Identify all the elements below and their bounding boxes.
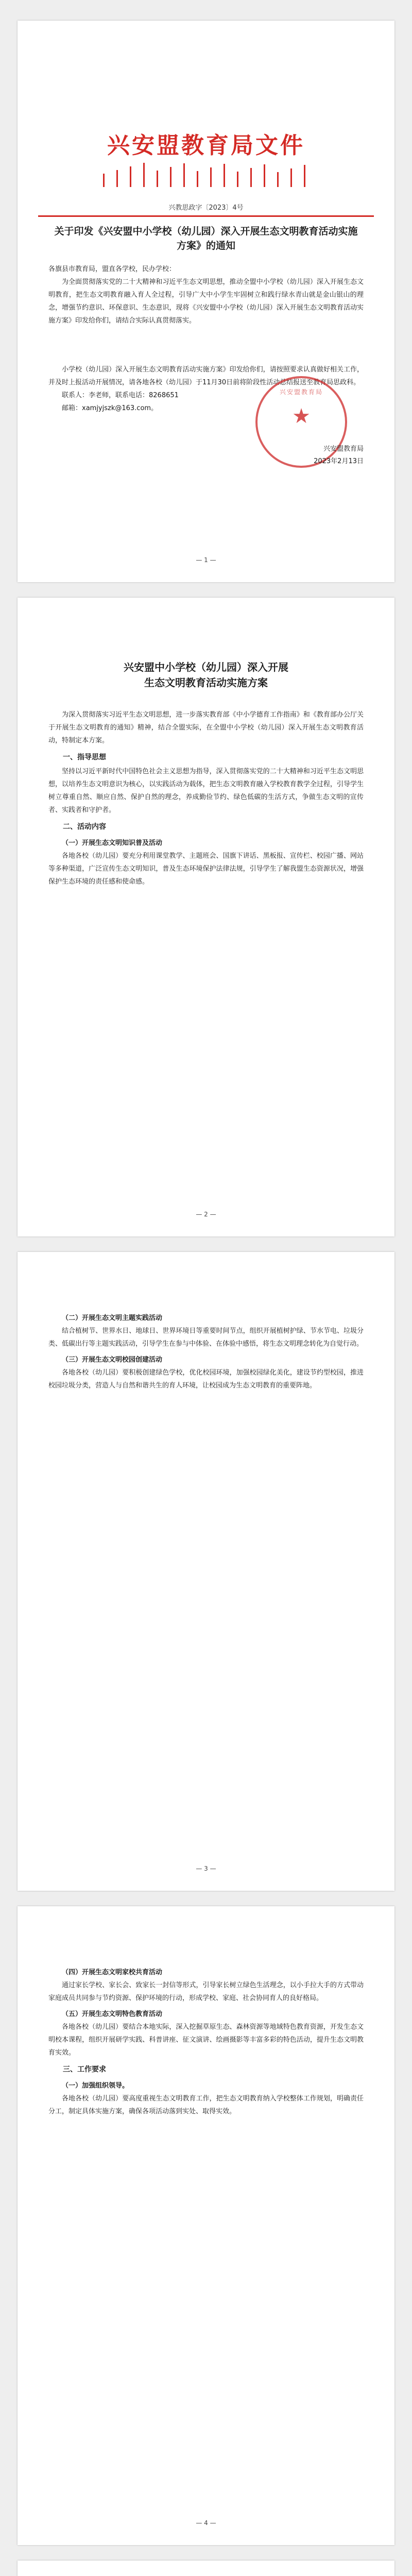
subsection-heading: （二）开展生态文明主题实践活动 (62, 1314, 163, 1322)
plan-title-line: 生态文明教育活动实施方案 (144, 676, 268, 689)
mongolian-glyph-stroke (264, 164, 265, 187)
masthead-title: 兴安盟教育局文件 (107, 132, 305, 159)
contact-line: 联系人：李老师，联系电话：8268651 (62, 392, 179, 399)
salutation: 各旗县市教育局，盟直各学校，民办学校： (48, 265, 176, 273)
seal-text: 兴安盟教育局 (279, 388, 323, 396)
mongolian-glyph-stroke (170, 167, 171, 187)
section-text: 各地各校（幼儿园）要充分利用课堂教学、主题班会、国旗下讲话、黑板报、宣传栏、校园广播、网站等多种渠道，广泛宣传生态文明知识，普及生态环境保护法律法规，引导学生了解我盟生态资源状况，增强保护生态环境的责任感和使命感。 (48, 852, 364, 886)
page-number: — 1 — (196, 556, 216, 564)
subsection-heading: （五）开展生态文明特色教育活动 (62, 2010, 163, 2018)
seal-star-icon: ★ (292, 404, 311, 428)
section-text: 各地各校（幼儿园）要积极创建绿色学校，优化校园环境，加强校园绿化美化，建设节约型校园，推进校园垃圾分类，营造人与自然和谐共生的育人环境，让校园成为生态文明教育的重要阵地。 (48, 1369, 364, 1389)
page-3 (18, 1252, 394, 1891)
page-number: — 2 — (196, 1211, 216, 1218)
plan-title-line: 兴安盟中小学校（幼儿园）深入开展 (124, 661, 288, 673)
section-text: 各地各校（幼儿园）要高度重视生态文明教育工作，把生态文明教育纳入学校整体工作规划，明确责任分工，制定具体实施方案，确保各项活动落到实处、取得实效。 (48, 2095, 364, 2115)
plan-body (48, 1309, 364, 1392)
plan-title (54, 659, 358, 690)
signature-block (48, 443, 364, 468)
page-2 (18, 598, 394, 1236)
subsection-heading: （三）开展生态文明校园创建活动 (62, 1356, 163, 1364)
plan-body (48, 708, 364, 888)
section-text: 结合植树节、世界水日、地球日、世界环境日等重要时间节点，组织开展植树护绿、节水节电、垃圾分类、低碳出行等主题实践活动，引导学生在参与中体验、在体验中感悟，将生态文明理念转化为自觉行动。 (48, 1327, 364, 1348)
mongolian-glyph-stroke (103, 174, 105, 187)
document-number: 兴教思政字〔2023〕4号 (168, 204, 244, 212)
email-line: 邮箱：xamjyjszk@163.com。 (62, 404, 158, 412)
mongolian-glyph-stroke (277, 172, 279, 187)
notice-paragraph: 小学校（幼儿园）深入开展生态文明教育活动实施方案》印发给你们，请按照要求认真做好相关工作，并及时上报活动开展情况，请各地各校（幼儿园）于11月30日前将阶段性活动总结报送至教育局思政科。 (48, 366, 364, 386)
section-heading: 一、指导思想 (63, 753, 106, 761)
mongolian-glyph-stroke (157, 171, 158, 187)
section-text: 通过家长学校、家长会、致家长一封信等形式，引导家长树立绿色生活理念，以小手拉大手的方式带动家庭成员共同参与节约资源、保护环境的行动，形成学校、家庭、社会协同育人的良好格局。 (48, 1981, 364, 2002)
mongolian-script-logo (100, 162, 312, 187)
red-divider (38, 215, 374, 217)
signature-org: 兴安盟教育局 (323, 445, 364, 453)
section-text: 坚持以习近平新时代中国特色社会主义思想为指导，深入贯彻落实党的二十大精神和习近平生态文明思想，以培养生态文明意识为核心，以实践活动为载体，把生态文明教育融入学校教育教学全过程，引导学生树立尊重自然、顺应自然、保护自然的理念，养成勤俭节约、绿色低碳的生活方式，争做生态文明的宣传者、实践者和守护者。 (48, 768, 364, 814)
subsection-heading: （四）开展生态文明家校共育活动 (62, 1969, 163, 1976)
page-number: — 4 — (196, 2519, 216, 2527)
mongolian-glyph-stroke (224, 164, 225, 187)
mongolian-glyph-stroke (197, 171, 198, 187)
subsection-heading: （一）开展生态文明知识普及活动 (62, 839, 163, 847)
mongolian-glyph-stroke (116, 170, 118, 187)
page-1 (18, 21, 394, 582)
mongolian-glyph-stroke (290, 168, 292, 187)
mongolian-glyph-stroke (210, 167, 212, 187)
section-heading: 三、工作要求 (63, 2065, 106, 2074)
page-4 (18, 1906, 394, 2545)
mongolian-glyph-stroke (250, 168, 252, 187)
mongolian-glyph-stroke (304, 165, 305, 187)
notice-paragraph: 为全面贯彻落实党的二十大精神和习近平生态文明思想，推动全盟中小学校（幼儿园）深入开展生态文明教育，把生态文明教育融入育人全过程，引导广大中小学生牢固树立和践行绿水青山就是金山银山的理念，增强节约意识、环保意识、生态意识，现将《兴安盟中小学校（幼儿园）深入开展生态文明教育活动实施方案》印发给你们，请结合实际认真贯彻落实。 (48, 278, 364, 325)
subsection-heading: （一）加强组织领导。 (62, 2082, 129, 2090)
mongolian-glyph-stroke (130, 166, 131, 187)
section-heading: 二、活动内容 (63, 823, 106, 831)
plan-body (48, 1963, 364, 2118)
signature-date: 2023年2月13日 (314, 457, 364, 465)
mongolian-glyph-stroke (143, 163, 145, 187)
masthead (18, 127, 394, 160)
section-text: 各地各校（幼儿园）要结合本地实际，深入挖掘草原生态、森林资源等地域特色教育资源，开发生态文明校本课程，组织开展研学实践、科普讲座、征文演讲、绘画摄影等丰富多彩的特色活动，提升生态文明教育实效。 (48, 2023, 364, 2057)
notice-title: 关于印发《兴安盟中小学校（幼儿园）深入开展生态文明教育活动实施方案》的通知 (54, 226, 358, 251)
plan-intro: 为深入贯彻落实习近平生态文明思想，进一步落实教育部《中小学德育工作指南》和《教育部办公厅关于开展生态文明教育的通知》精神，结合全盟实际，在全盟中小学校（幼儿园）深入开展生态文明教育活动，特制定本方案。 (48, 711, 364, 744)
mongolian-glyph-stroke (183, 163, 185, 187)
page-5 (18, 2561, 394, 2576)
page-number: — 3 — (196, 1865, 216, 1872)
mongolian-glyph-stroke (237, 172, 238, 187)
